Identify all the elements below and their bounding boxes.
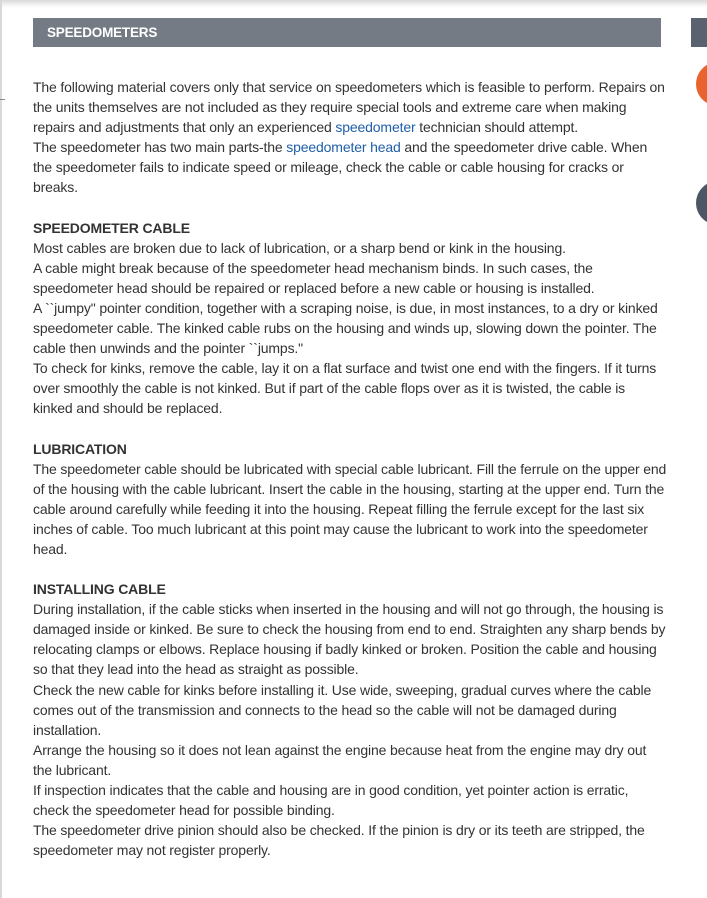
speedometer-head-link[interactable]: speedometer head [286, 139, 401, 156]
intro-paragraph [33, 77, 667, 137]
paragraph: The speedometer cable should be lubricated with special cable lubricant. Fill the ferrule on the upper end of the housing with the cable lubricant. Insert the cable in the housing, starting at the upper end. Turn the cable around carefully while feeding it into the housing. Repeat filling the ferrule except for the last six inches of cable. Too much lubricant at this point may cause the lubricant to work into the speedometer head. [33, 460, 667, 557]
intro2-text-end: and the speedometer drive cable. When the speedometer fails to indicate speed or mileage, check the cable or cable housing for cracks or breaks. [33, 139, 648, 196]
heading-speedometer-cable: SPEEDOMETER CABLE [33, 219, 190, 236]
speedometer-link[interactable]: speedometer [335, 119, 416, 136]
spacer [33, 198, 667, 218]
intro-text: The following material covers only that service on speedometers which is feasible to perform. Repairs on the units themselves are not included as they require special tools and extreme care when making repairs and adjustments that only an experienced [33, 79, 665, 136]
paragraph: A cable might break because of the speedometer head mechanism binds. In such cases, the speedometer head should be repaired or replaced before a new cable or housing is installed. [33, 259, 595, 296]
paragraph: Arrange the housing so it does not lean against the engine because heat from the engine may dry out the lubricant. [33, 741, 647, 778]
heading-installing-cable: INSTALLING CABLE [33, 581, 166, 598]
spacer [33, 559, 667, 579]
left-edge-tick [0, 99, 5, 100]
page-title: SPEEDOMETERS [47, 25, 158, 40]
sidebar-header-edge [691, 18, 707, 47]
paragraph: A ``jumpy" pointer condition, together with a scraping noise, is due, in most instances, to a dry or kinked speedometer cable. The kinked cable rubs on the housing and winds up, slowing down the pointer. The cable then unwinds and the pointer ``jumps." [33, 299, 658, 357]
paragraph: During installation, if the cable sticks when inserted in the housing and will not go through, the housing is damaged inside or kinked. Be sure to check the housing from end to end. Straighten any sharp bends by relocating clamps or elbows. Replace housing if badly kinked or broken. Position the cable and housing so that they lead into the head as straight as possible. [33, 601, 666, 678]
sidebar-orange-button[interactable] [696, 62, 707, 106]
top-shadow [0, 0, 707, 8]
intro2-text: The speedometer has two main parts-the [33, 139, 287, 156]
paragraph: To check for kinks, remove the cable, lay it on a flat surface and twist one end with the fingers. If it turns over smoothly the cable is not kinked. But if part of the cable flops over as it is twisted, the cable is kinked and should be replaced. [33, 360, 657, 417]
paragraph: The speedometer drive pinion should also be checked. If the pinion is dry or its teeth are stripped, the speedometer may not register properly. [33, 822, 645, 859]
article-content [33, 77, 667, 860]
intro-text-end: technician should attempt. [415, 119, 578, 136]
paragraph: Most cables are broken due to lack of lubrication, or a sharp bend or kink in the housing. [33, 239, 566, 256]
heading-lubrication: LUBRICATION [33, 440, 127, 457]
sidebar-dark-button[interactable] [696, 181, 707, 225]
left-edge-rule [0, 0, 2, 898]
intro-paragraph-2 [33, 137, 667, 197]
paragraph: Check the new cable for kinks before installing it. Use wide, sweeping, gradual curves where the cable comes out of the transmission and connects to the head so the cable will not be damaged during installation. [33, 681, 652, 738]
spacer [33, 419, 667, 439]
paragraph: If inspection indicates that the cable and housing are in good condition, yet pointer action is erratic, check the speedometer head for possible binding. [33, 782, 629, 819]
section-header [33, 18, 661, 47]
